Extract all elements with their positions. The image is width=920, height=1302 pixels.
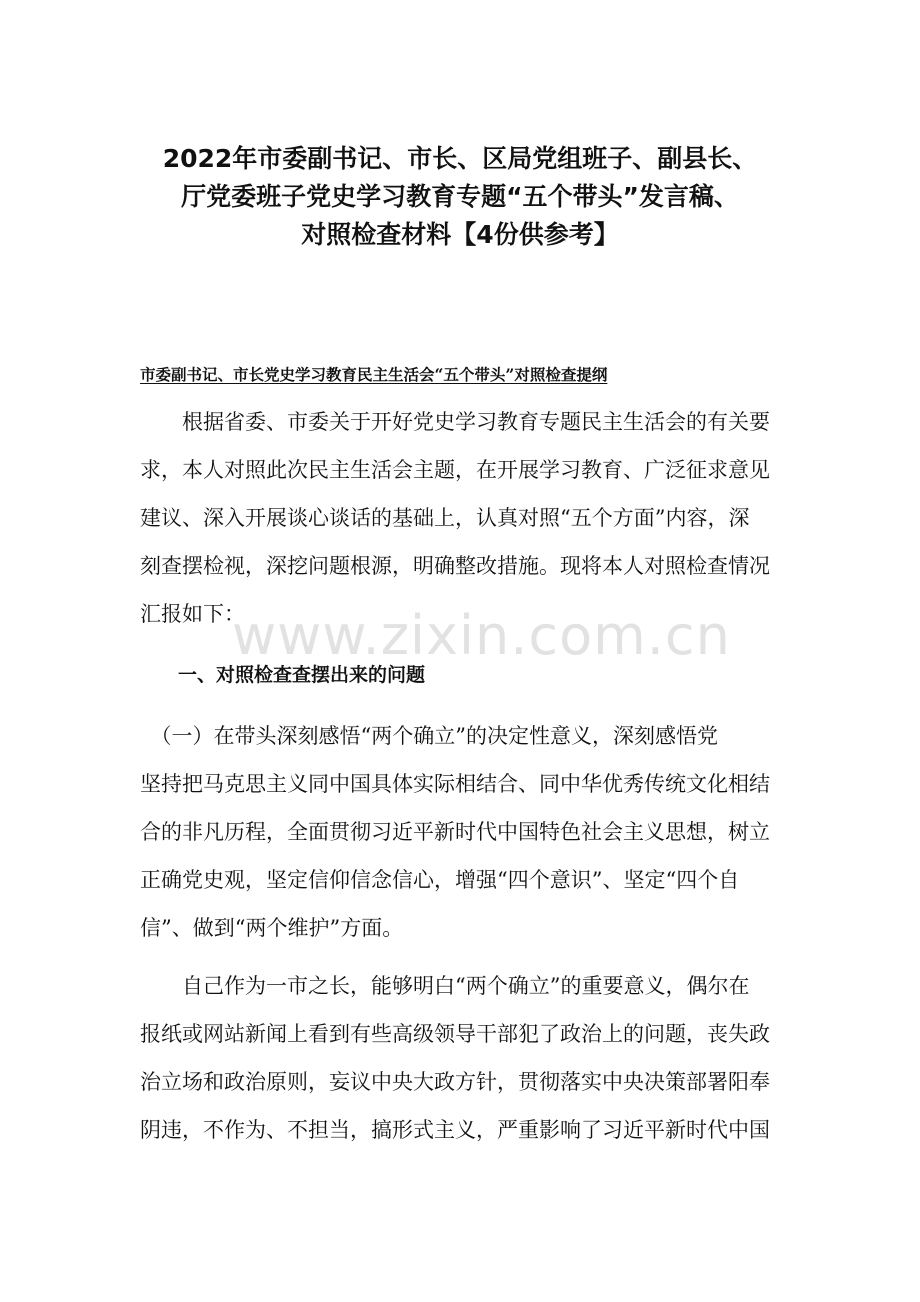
text-line: （一）在带头深刻感悟“两个确立”的决定性意义，深刻感悟党 xyxy=(140,724,718,748)
title-line: 对照检查材料【4份供参考】 xyxy=(301,220,619,249)
paragraph-item-one xyxy=(140,712,782,952)
text-line: 汇报如下： xyxy=(140,602,245,626)
title-line: 2022年市委副书记、市长、区局党组班子、副县长、 xyxy=(162,144,758,173)
text-line: 合的非凡历程，全面贯彻习近平新时代中国特色社会主义思想，树立 xyxy=(140,820,770,844)
title-line: 厅党委班子党史学习教育专题“五个带头”发言稿、 xyxy=(181,182,739,211)
text-line: 报纸或网站新闻上看到有些高级领导干部犯了政治上的问题，丧失政 xyxy=(140,1022,770,1046)
section-heading: 一、对照检查查摆出来的问题 xyxy=(178,664,426,686)
watermark: www.zixin.com.cn xyxy=(232,604,731,667)
text-line: 坚持把马克思主义同中国具体实际相结合、同中华优秀传统文化相结 xyxy=(140,772,770,796)
paragraph-self-review xyxy=(140,962,782,1154)
section-subtitle: 市委副书记、市长党史学习教育民主生活会“五个带头”对照检查提纲 xyxy=(140,365,608,384)
document-title xyxy=(100,140,820,254)
text-line: 治立场和政治原则，妄议中央大政方针，贯彻落实中央决策部署阳奉 xyxy=(140,1070,770,1094)
text-line: 建议、深入开展谈心谈话的基础上，认真对照“五个方面”内容，深 xyxy=(140,506,750,530)
text-line: 根据省委、市委关于开好党史学习教育专题民主生活会的有关要 xyxy=(140,410,770,434)
text-line: 自己作为一市之长，能够明白“两个确立”的重要意义，偶尔在 xyxy=(140,974,750,998)
text-line: 正确党史观，坚定信仰信念信心，增强“四个意识”、坚定“四个自 xyxy=(140,868,740,892)
paragraph-intro xyxy=(140,398,782,638)
text-line: 阴违，不作为、不担当，搞形式主义，严重影响了习近平新时代中国 xyxy=(140,1118,770,1142)
text-line: 求，本人对照此次民主生活会主题，在开展学习教育、广泛征求意见 xyxy=(140,458,770,482)
text-line: 信”、做到“两个维护”方面。 xyxy=(140,916,404,940)
text-line: 刻查摆检视，深挖问题根源，明确整改措施。现将本人对照检查情况 xyxy=(140,554,770,578)
